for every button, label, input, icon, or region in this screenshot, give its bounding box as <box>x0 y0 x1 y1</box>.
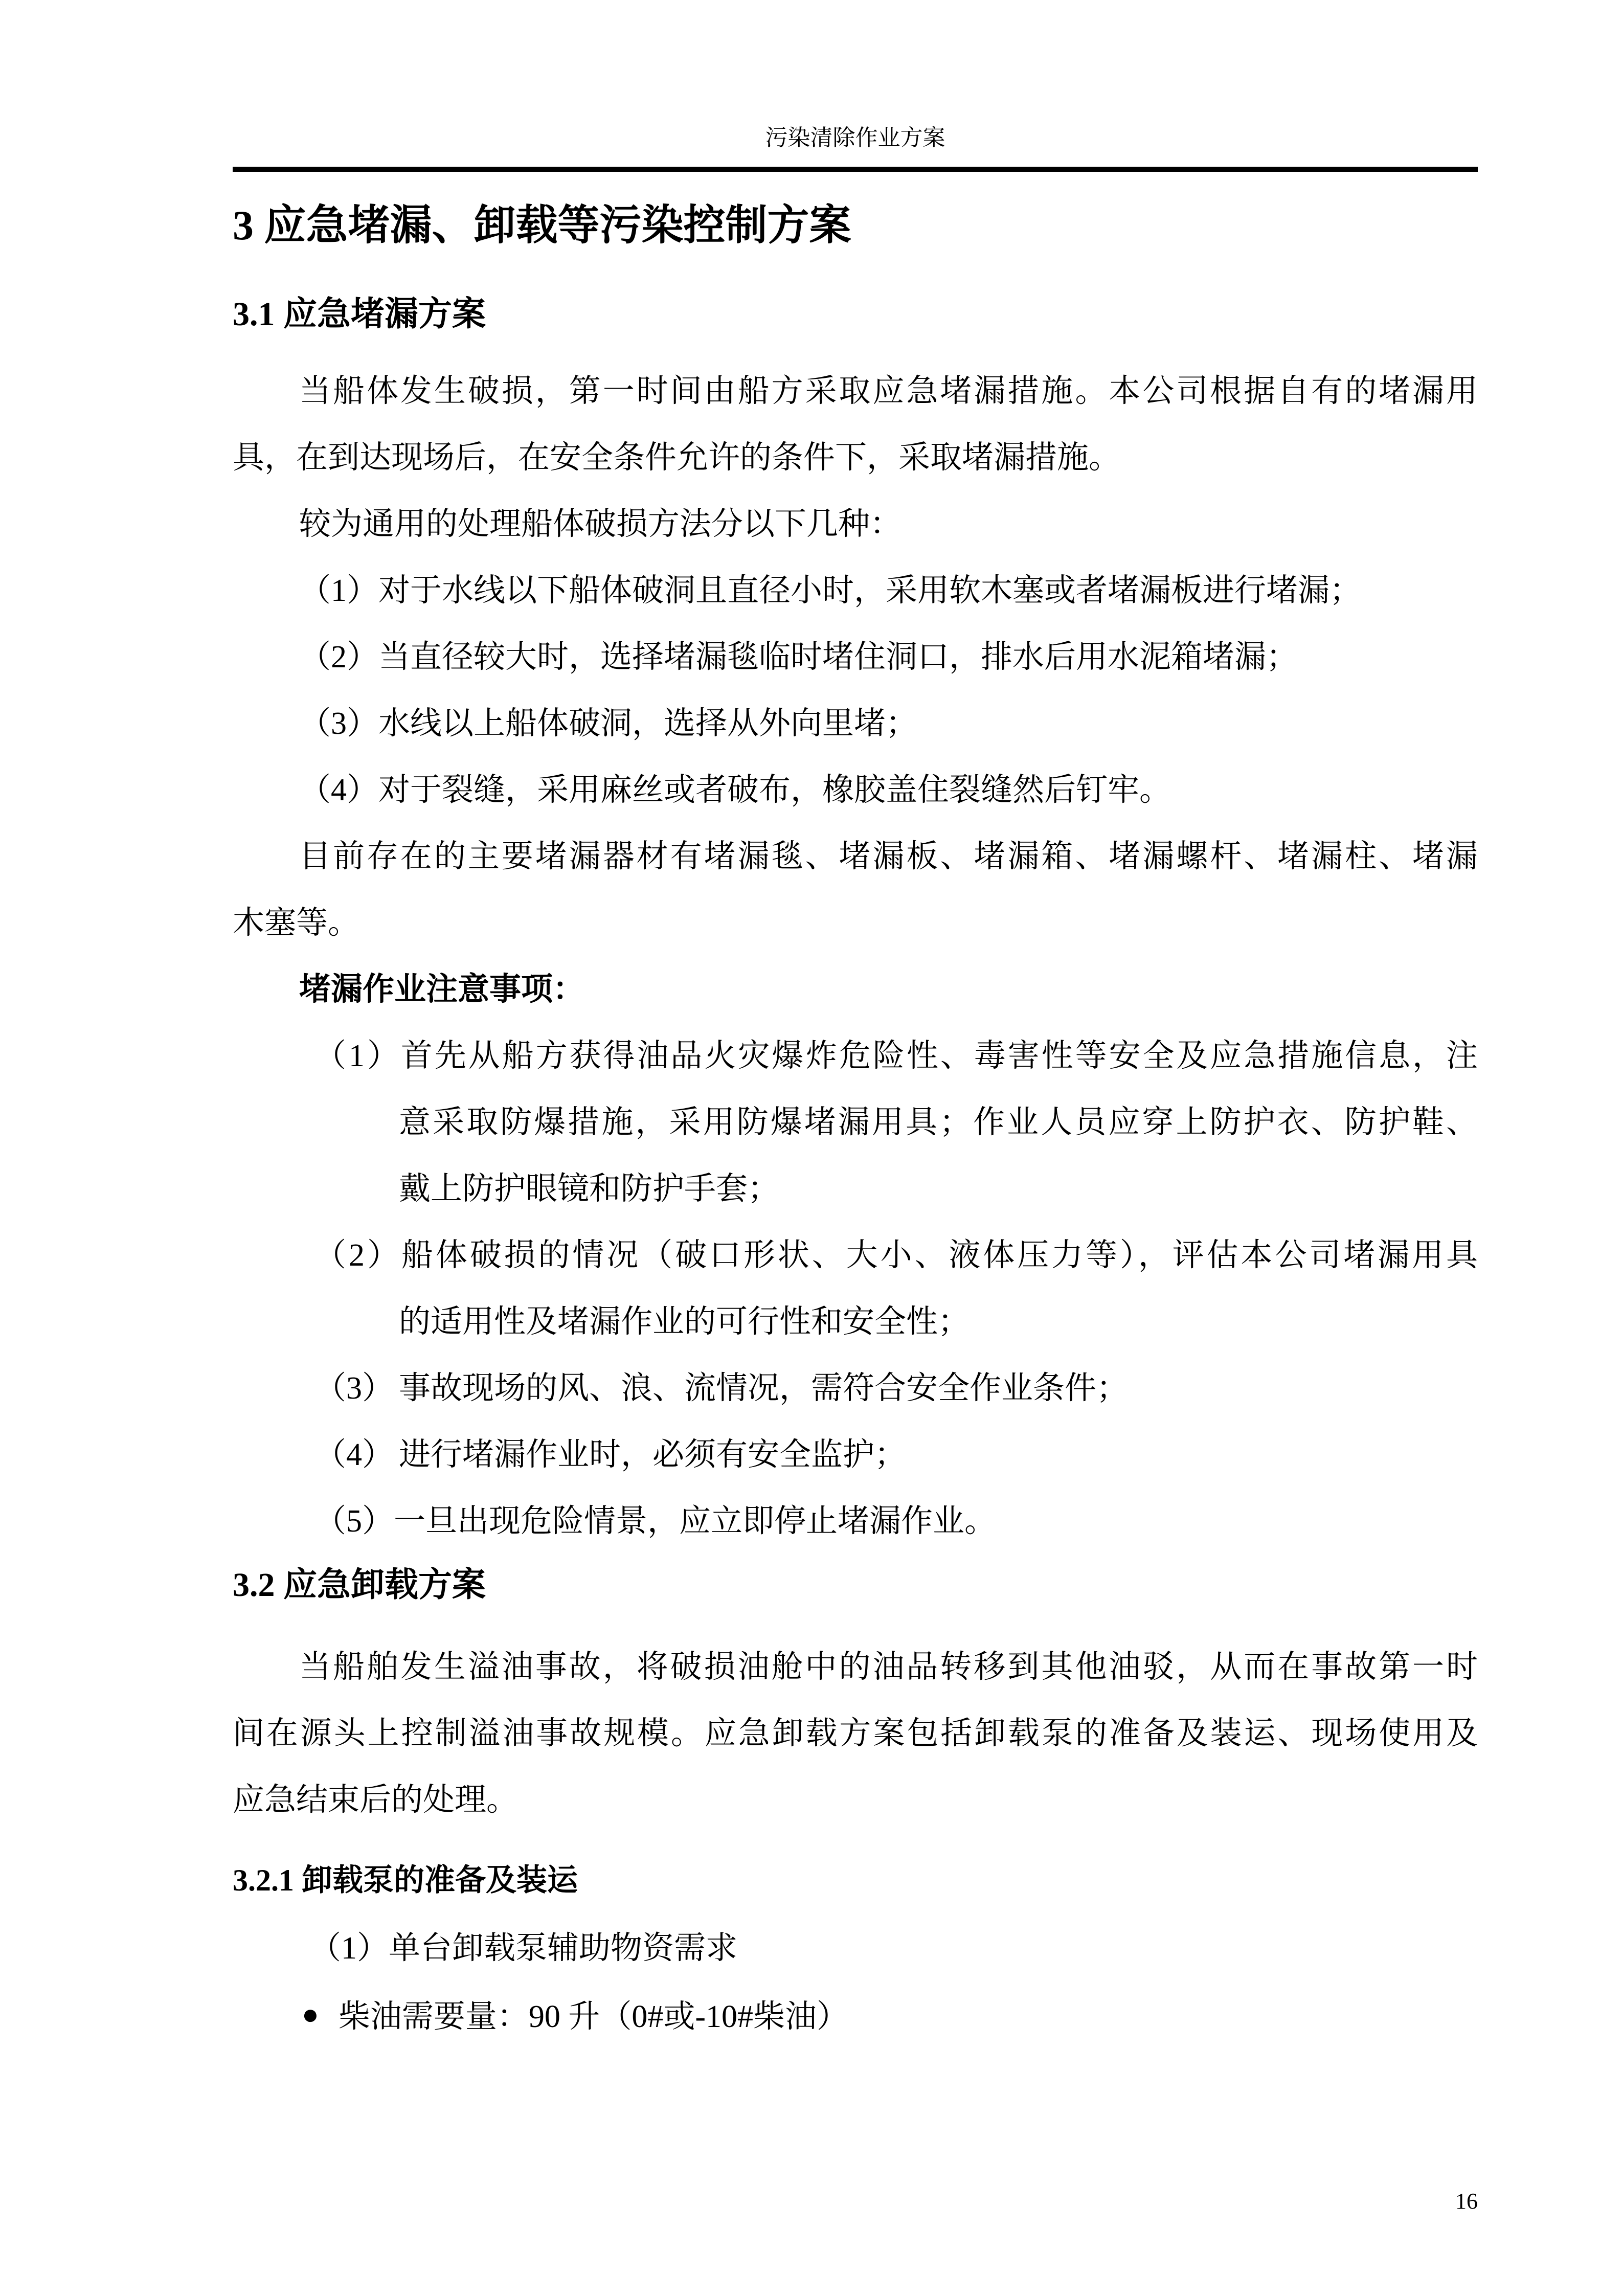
list-item-number: （3） <box>314 1371 394 1406</box>
paragraph-line: 较为通用的处理船体破损方法分以下几种： <box>299 507 902 542</box>
notice-list-item <box>233 1023 1478 1089</box>
paragraph-line: 间在源头上控制溢油事故规模。应急卸载方案包括卸载泵的准备及装运、现场使用及 <box>233 1716 1478 1751</box>
header-title: 污染清除作业方案 <box>765 125 945 150</box>
paragraph-line: 具，在到达现场后，在安全条件允许的条件下，采取堵漏措施。 <box>233 440 1121 475</box>
paragraph-line: 目前存在的主要堵漏器材有堵漏毯、堵漏板、堵漏箱、堵漏螺杆、堵漏柱、堵漏 <box>299 839 1478 874</box>
notice-list-item: （5）一旦出现危险情景，应立即停止堵漏作业。 <box>314 1504 997 1539</box>
method-list-item: （2）当直径较大时，选择堵漏毯临时堵住洞口，排水后用水泥箱堵漏； <box>299 640 1298 674</box>
notice-list-item-continuation: 意采取防爆措施，采用防爆堵漏用具；作业人员应穿上防护衣、防护鞋、 <box>399 1105 1478 1140</box>
notice-list-item-continuation: 的适用性及堵漏作业的可行性和安全性； <box>399 1304 970 1339</box>
method-list-item: （4）对于裂缝，采用麻丝或者破布，橡胶盖住裂缝然后钉牢。 <box>299 773 1171 807</box>
paragraph-line: 木塞等。 <box>233 906 360 940</box>
page-number: 16 <box>1455 2189 1478 2214</box>
bullet-list-item <box>233 1982 1478 2050</box>
method-list-item: （1）对于水线以下船体破洞且直径小时，采用软木塞或者堵漏板进行堵漏； <box>299 573 1362 608</box>
bullet-item-text: 柴油需要量：90 升（0#或-10#柴油） <box>338 1999 848 2034</box>
paragraph-line: 应急结束后的处理。 <box>233 1783 519 1817</box>
notice-list-item-continuation: 戴上防护眼镜和防护手套； <box>399 1172 780 1206</box>
list-item-text: 事故现场的风、浪、流情况，需符合安全作业条件； <box>399 1371 1129 1406</box>
paragraph-line: 当船体发生破损，第一时间由船方采取应急堵漏措施。本公司根据自有的堵漏用 <box>299 374 1478 409</box>
notice-title: 堵漏作业注意事项： <box>299 972 585 1007</box>
bullet-icon: ● <box>302 1999 319 2031</box>
list-item-number: （1） <box>314 1039 399 1073</box>
method-list-item: （3）水线以上船体破洞，选择从外向里堵； <box>299 706 918 741</box>
notice-list-item <box>233 1422 1478 1488</box>
list-item-text: 进行堵漏作业时，必须有安全监护； <box>399 1437 907 1472</box>
section-3-1-heading: 3.1 应急堵漏方案 <box>233 296 486 333</box>
header-divider <box>233 167 1478 172</box>
list-item-number: （2） <box>314 1238 399 1273</box>
page-content <box>233 0 1478 2296</box>
list-item-text: 船体破损的情况（破口形状、大小、液体压力等），评估本公司堵漏用具 <box>399 1238 1478 1273</box>
notice-list-item <box>233 1355 1478 1422</box>
section-3-heading: 3 应急堵漏、卸载等污染控制方案 <box>233 202 851 249</box>
section-3-2-1-heading: 3.2.1 卸载泵的准备及装运 <box>233 1863 578 1897</box>
section-3-2-heading: 3.2 应急卸载方案 <box>233 1566 486 1604</box>
list-item-text: 首先从船方获得油品火灾爆炸危险性、毒害性等安全及应急措施信息，注 <box>399 1039 1478 1073</box>
sub-list-item: （1）单台卸载泵辅助物资需求 <box>309 1931 738 1966</box>
paragraph-line: 当船舶发生溢油事故，将破损油舱中的油品转移到其他油驳，从而在事故第一时 <box>299 1650 1478 1684</box>
notice-list-item <box>233 1222 1478 1289</box>
list-item-number: （4） <box>314 1437 394 1472</box>
